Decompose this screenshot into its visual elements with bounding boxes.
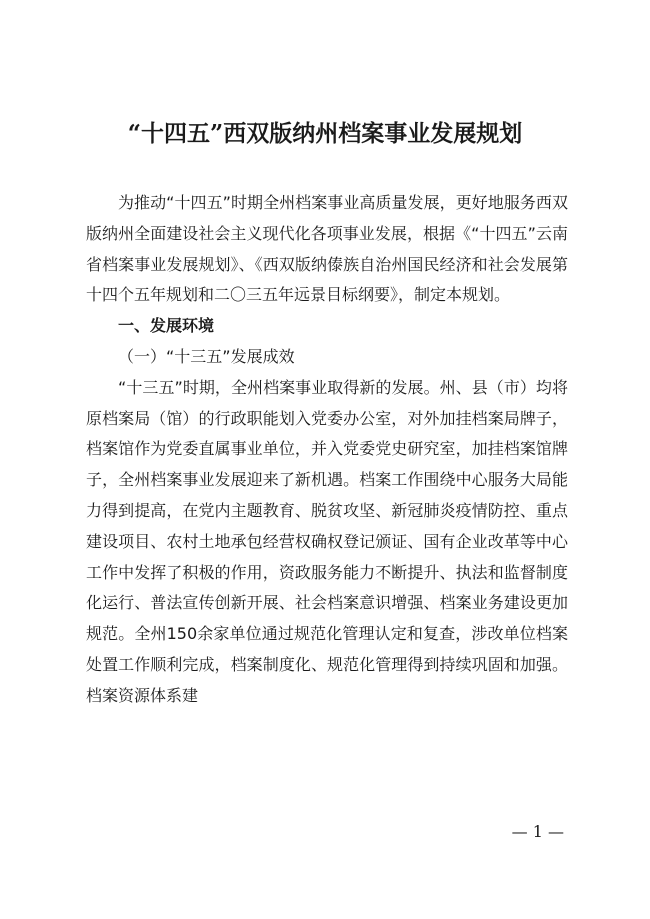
intro-paragraph: 为推动“十四五”时期全州档案事业高质量发展，更好地服务西双版纳州全面建设社会主义现代化各项事业发展，根据《“十四五”云南省档案事业发展规划》、《西双版纳傣族自治州国民经济和社会发展第十四个五年规划和二〇三五年远景目标纲要》，制定本规划。 [86,193,568,305]
subsection-heading: （一）“十三五”发展成效 [118,346,295,366]
body-paragraph: “十三五”时期，全州档案事业取得新的发展。州、县（市）均将原档案局（馆）的行政职能划入党委办公室，对外加挂档案局牌子，档案馆作为党委直属事业单位，并入党委党史研究室，加挂档案馆牌子，全州档案事业发展迎来了新机遇。档案工作围绕中心服务大局能力得到提高，在党内主题教育、脱贫攻坚、新冠肺炎疫情防控、重点建设项目、农村土地承包经营权确权登记颁证、国有企业改革等中心工作中发挥了积极的作用，资政服务能力不断提升、执法和监督制度化运行、普法宣传创新开展、社会档案意识增强、档案业务建设更加规范。全州150余家单位通过规范化管理认定和复查，涉改单位档案处置工作顺利完成，档案制度化、规范化管理得到持续巩固和加强。档案资源体系建 [86,377,568,705]
page-number: — 1 — [511,822,564,841]
section-heading: 一、发展环境 [118,316,215,336]
document-body [86,188,568,712]
document-title: “十四五”西双版纳州档案事业发展规划 [127,120,523,147]
